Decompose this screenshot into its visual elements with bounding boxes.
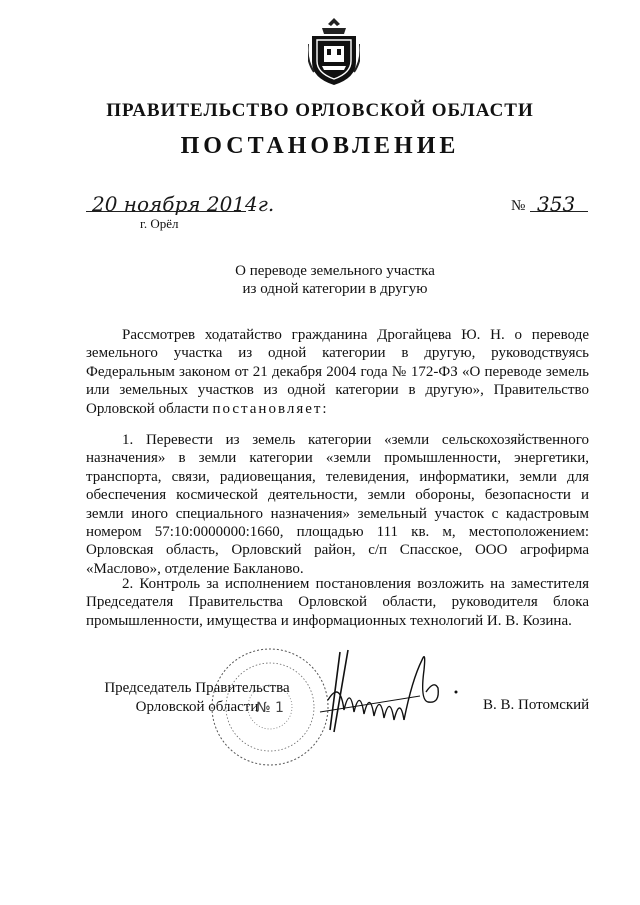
signatory-title-line-2: Орловской области <box>135 699 259 715</box>
stamp-number: № 1 <box>256 700 284 716</box>
signatory-name: В. В. Потомский <box>483 697 590 713</box>
preamble-paragraph <box>86 326 589 418</box>
document-subject <box>0 262 640 298</box>
number-label: № <box>511 198 526 214</box>
clause-2-paragraph: 2. Контроль за исполнением постановления возложить на заместителя Председателя Правительства Орловской области, руководителя блока промышленности, имущества и информационных технологий И. В. Козина. <box>86 576 589 629</box>
coat-of-arms-icon <box>308 18 360 86</box>
subject-line-1: О переводе земельного участка <box>235 263 435 279</box>
signatory-title <box>92 679 302 717</box>
handwritten-signature <box>300 640 470 740</box>
document-number: 353 <box>537 192 576 216</box>
document-city: г. Орёл <box>140 216 179 231</box>
resolve-word: постановляет: <box>212 400 329 417</box>
government-title: ПРАВИТЕЛЬСТВО ОРЛОВСКОЙ ОБЛАСТИ <box>106 100 534 121</box>
document-type-title: ПОСТАНОВЛЕНИЕ <box>180 133 460 159</box>
clause-1-paragraph: 1. Перевести из земель категории «земли сельскохозяйственного назначения» в земли категории «земли промышленности, энергетики, транспорта, связи, радиовещания, телевидения, информатики, земли для обеспечения космической деятельности, земли обороны, безопасности и земли иного специального назначения» земельный участок с кадастровым номером 57:10:0000000:1660, площадью 111 кв. м, местоположением: Орловская область, Орловский район, с/п Спасское, ООО агрофирма «Маслово», отделение Бакланово. <box>86 432 589 577</box>
date-underline <box>86 211 246 212</box>
preamble-text: Рассмотрев ходатайство гражданина Дрогайцева Ю. Н. о переводе земельного участка из одной категории в другую, руководствуясь Федеральным законом от 21 декабря 2004 года № 172-ФЗ «О переводе земель или земельных участков из одной категории в другую», Правительство Орловской области <box>86 327 589 417</box>
document-date: 20 ноября 2014г. <box>92 192 275 216</box>
number-underline <box>530 211 588 212</box>
subject-line-2: из одной категории в другую <box>242 281 428 297</box>
signatory-title-line-1: Председатель Правительства <box>104 680 290 696</box>
